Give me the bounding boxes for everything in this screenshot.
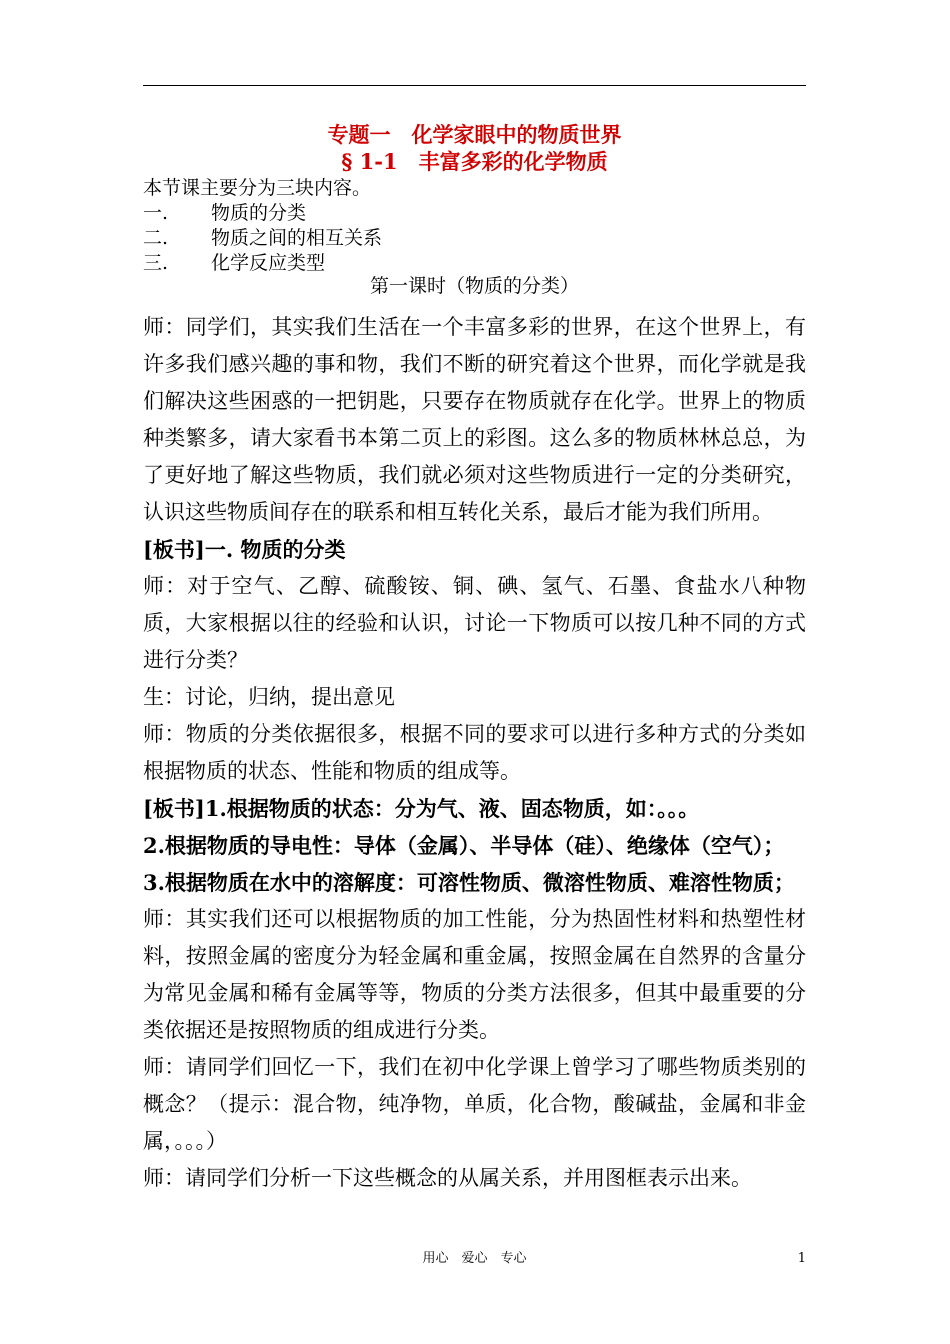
paragraph: 师：其实我们还可以根据物质的加工性能，分为热固性材料和热塑性材料，按照金属的密度分为轻金属和重金属，按照金属在自然界的含量分为常见金属和稀有金属等等，物质的分类方法很多，但其中最重要的分类依据还是按照物质的组成进行分类。 — [143, 907, 806, 1042]
paragraph: 师：请同学们回忆一下，我们在初中化学课上曾学习了哪些物质类别的概念？（提示：混合物，纯净物，单质，化合物，酸碱盐，金属和非金属，。。。） — [143, 1055, 806, 1153]
board-item: 3.根据物质在水中的溶解度：可溶性物质、微溶性物质、难溶性物质； — [143, 870, 795, 895]
outline-intro: 本节课主要分为三块内容。 — [143, 177, 372, 199]
outline-item: 二. 物质之间的相互关系 — [143, 227, 383, 249]
paragraph: 生：讨论，归纳，提出意见 — [143, 685, 395, 709]
chapter-title: 专题一 化学家眼中的物质世界 — [327, 122, 622, 147]
board-item: [板书]1.根据物质的状态：分为气、液、固态物质，如：。。。 — [143, 796, 700, 821]
paragraph: 师：请同学们分析一下这些概念的从属关系，并用图框表示出来。 — [143, 1166, 752, 1190]
section-title: § 1-1 丰富多彩的化学物质 — [341, 149, 608, 174]
lesson-title: 第一课时（物质的分类） — [369, 275, 579, 297]
board-item: 2.根据物质的导电性：导体（金属）、半导体（硅）、绝缘体（空气）； — [143, 833, 785, 858]
paragraph: 师：物质的分类依据很多，根据不同的要求可以进行多种方式的分类如根据物质的状态、性能和物质的组成等。 — [143, 722, 806, 783]
header-rule — [143, 85, 806, 86]
paragraph: 师：对于空气、乙醇、硫酸铵、铜、碘、氢气、石墨、食盐水八种物质，大家根据以往的经验和认识，讨论一下物质可以按几种不同的方式进行分类？ — [143, 574, 806, 672]
outline-item: 一. 物质的分类 — [143, 202, 307, 224]
outline-item: 三. 化学反应类型 — [143, 252, 326, 274]
footer-motto: 用心 爱心 专心 — [422, 1251, 527, 1266]
board-heading: [板书]一. 物质的分类 — [143, 537, 346, 562]
body-text — [143, 309, 806, 1197]
paragraph: 师：同学们，其实我们生活在一个丰富多彩的世界，在这个世界上，有许多我们感兴趣的事和物，我们不断的研究着这个世界，而化学就是我们解决这些困惑的一把钥匙，只要存在物质就存在化学。世界上的物质种类繁多，请大家看书本第二页上的彩图。这么多的物质林林总总，为了更好地了解这些物质，我们就必须对这些物质进行一定的分类研究，认识这些物质间存在的联系和相互转化关系，最后才能为我们所用。 — [143, 315, 806, 524]
page-number: 1 — [797, 1251, 806, 1266]
